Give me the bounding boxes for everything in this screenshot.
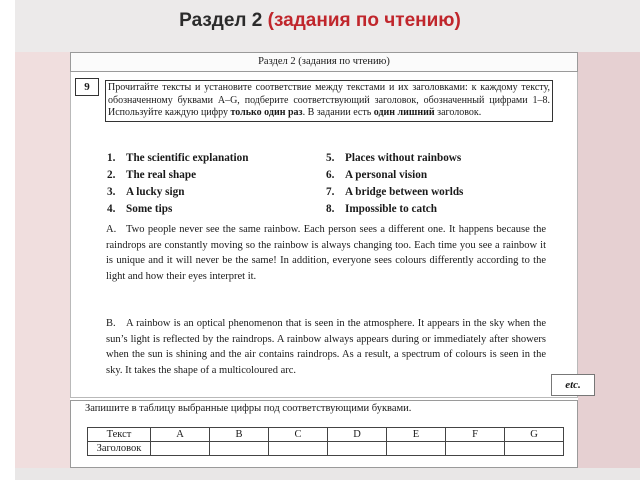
heading-number: 8. xyxy=(326,203,335,215)
answer-table xyxy=(87,427,564,456)
heading-title: The scientific explanation xyxy=(126,152,249,164)
letter-cell: A xyxy=(151,428,210,442)
heading-item xyxy=(107,169,196,181)
heading-number: 6. xyxy=(326,169,335,181)
slide-title xyxy=(0,10,640,32)
slide-title-main: Раздел 2 xyxy=(179,10,263,31)
heading-item xyxy=(326,169,427,181)
etc-label: etc. xyxy=(551,374,595,396)
instruction-bold-2: один лишний xyxy=(373,107,435,119)
answer-cell[interactable] xyxy=(328,442,387,456)
heading-item xyxy=(107,186,184,198)
answer-cell[interactable] xyxy=(387,442,446,456)
answer-cell[interactable] xyxy=(210,442,269,456)
right-side-band xyxy=(578,52,640,470)
bottom-band xyxy=(15,468,640,480)
instruction-part-2: . В задании есть xyxy=(302,107,374,119)
left-side-band xyxy=(15,52,70,470)
text-body: A rainbow is an optical phenomenon that is seen in the atmosphere. It appears in the sky when the sun’s light is reflected by the raindrops. A rainbow always appears during or immediately after showers when the sun is shining and the air contains raindrops. As a result, a spectrum of colours is seen in the sky. It takes the shape of a multicoloured arc. xyxy=(106,318,546,376)
text-block-a xyxy=(106,222,546,284)
answer-table-answers-row xyxy=(88,442,564,456)
heading-number: 4. xyxy=(107,203,116,215)
heading-title: The real shape xyxy=(126,169,197,181)
letter-cell: E xyxy=(387,428,446,442)
heading-item xyxy=(326,152,461,164)
heading-item xyxy=(107,152,248,164)
instruction-part-1: Прочитайте тексты и установите соответствие между текстами и их заголовками: к каждому тексту, обозначенному буквами A–G, подберите соответствующий заголовок, обозначенный цифрами 1–8. Используйте каждую цифру xyxy=(108,82,550,119)
heading-number: 2. xyxy=(107,169,116,181)
task-number: 9 xyxy=(75,78,99,96)
task-instruction xyxy=(105,80,553,122)
row-header-heading: Заголовок xyxy=(88,442,151,456)
answer-cell[interactable] xyxy=(151,442,210,456)
answer-table-letters-row xyxy=(88,428,564,442)
letter-cell: C xyxy=(269,428,328,442)
letter-cell: F xyxy=(446,428,505,442)
heading-title: A personal vision xyxy=(345,169,428,181)
text-body: Two people never see the same rainbow. Each person sees a different one. It happens because the raindrops are constantly moving so the rainbow is always changing too. Each time you see a rainbow it is unique and it will never be the same! In addition, everyone sees colours differently according to the light and how their eyes interpret it. xyxy=(106,224,546,282)
text-block-b xyxy=(106,316,546,378)
answer-prompt: Запишите в таблицу выбранные цифры под соответствующими буквами. xyxy=(85,403,412,414)
heading-title: A bridge between worlds xyxy=(345,186,464,198)
letter-cell: D xyxy=(328,428,387,442)
answer-cell[interactable] xyxy=(446,442,505,456)
letter-cell: B xyxy=(210,428,269,442)
slide-title-accent: (задания по чтению) xyxy=(267,10,461,31)
heading-title: Impossible to catch xyxy=(345,203,437,215)
heading-item xyxy=(107,203,172,215)
answer-cell[interactable] xyxy=(505,442,564,456)
heading-title: Some tips xyxy=(126,203,173,215)
instruction-bold-1: только один раз xyxy=(230,107,303,119)
heading-item xyxy=(326,203,437,215)
heading-number: 3. xyxy=(107,186,116,198)
row-header-text: Текст xyxy=(88,428,151,442)
text-letter: B. xyxy=(106,318,116,329)
document-header: Раздел 2 (задания по чтению) xyxy=(70,52,578,72)
answer-cell[interactable] xyxy=(269,442,328,456)
letter-cell: G xyxy=(505,428,564,442)
heading-number: 7. xyxy=(326,186,335,198)
instruction-part-3: заголовок. xyxy=(434,107,482,119)
heading-item xyxy=(326,186,463,198)
heading-number: 1. xyxy=(107,152,116,164)
text-letter: A. xyxy=(106,224,117,235)
heading-number: 5. xyxy=(326,152,335,164)
heading-title: A lucky sign xyxy=(126,186,185,198)
heading-title: Places without rainbows xyxy=(345,152,462,164)
